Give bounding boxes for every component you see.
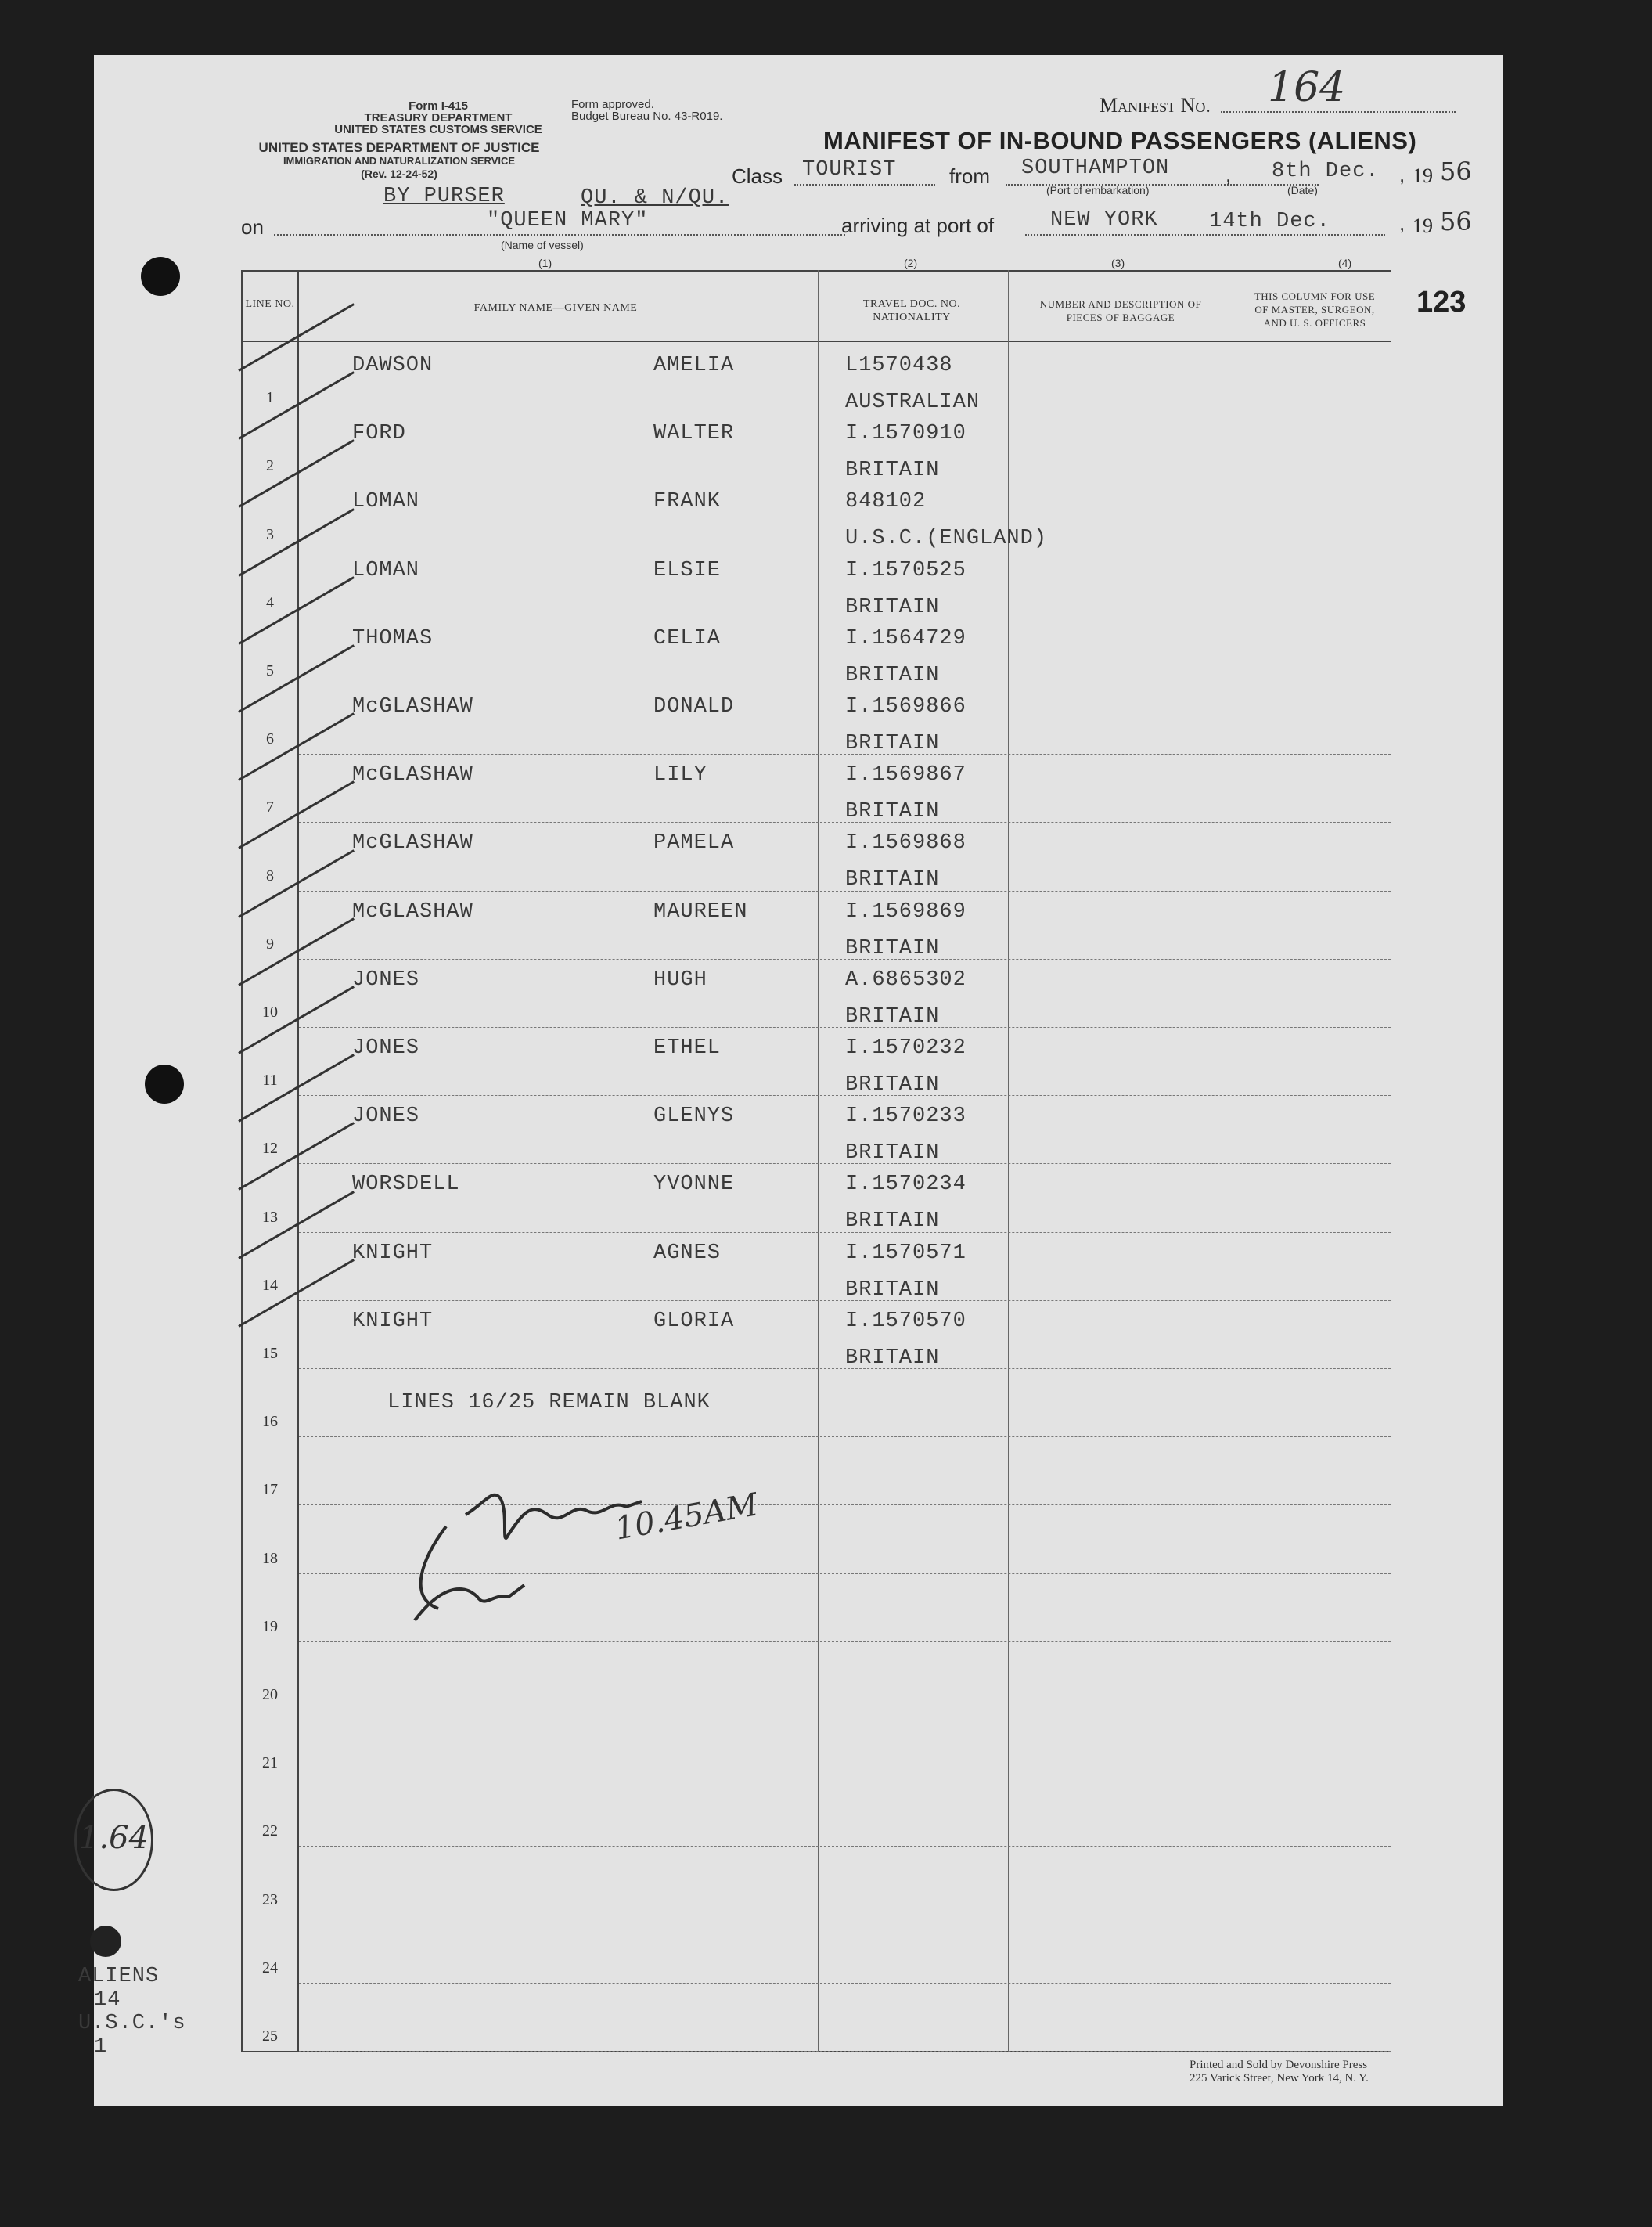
purser-signature xyxy=(391,1440,720,1644)
travel-doc-no: A.6865302 xyxy=(845,968,966,992)
given-name: DONALD xyxy=(653,695,735,719)
family-name: McGLASHAW xyxy=(352,899,473,924)
row-divider xyxy=(299,1436,1391,1437)
justice-line-3: (Rev. 12-24-52) xyxy=(361,168,437,180)
family-name: THOMAS xyxy=(352,626,434,650)
travel-doc-no: I.1569866 xyxy=(845,695,966,719)
line-number: 6 xyxy=(266,730,274,748)
departure-year-prefix: 19 xyxy=(1413,164,1433,187)
vessel-caption: (Name of vessel) xyxy=(501,239,584,251)
travel-doc-no: I.1570571 xyxy=(845,1241,966,1265)
line-code: QU. & N/QU. xyxy=(581,186,729,210)
line-number: 18 xyxy=(262,1549,278,1567)
family-name: LOMAN xyxy=(352,558,420,582)
line-number: 21 xyxy=(262,1754,278,1772)
nationality: BRITAIN xyxy=(845,1346,940,1370)
line-number: 5 xyxy=(266,662,274,679)
line-number: 24 xyxy=(262,1959,278,1977)
form-id: Form I-415 xyxy=(409,99,468,113)
nationality: BRITAIN xyxy=(845,1073,940,1097)
family-name: McGLASHAW xyxy=(352,763,473,787)
travel-doc-no: L1570438 xyxy=(845,354,953,377)
comma-2: , xyxy=(1399,163,1405,186)
line-number: 3 xyxy=(266,525,274,543)
line-number: 8 xyxy=(266,867,274,885)
given-name: YVONNE xyxy=(653,1173,735,1197)
line-number: 9 xyxy=(266,935,274,953)
family-name: KNIGHT xyxy=(352,1309,434,1333)
given-name: CELIA xyxy=(653,626,722,650)
family-name: FORD xyxy=(352,422,406,446)
travel-doc-no: I.1570570 xyxy=(845,1309,966,1333)
nationality: BRITAIN xyxy=(845,1004,940,1029)
nationality: U.S.C.(ENGLAND) xyxy=(845,527,1048,551)
nationality: BRITAIN xyxy=(845,595,940,619)
header-officers-3: AND U. S. OFFICERS xyxy=(1263,317,1366,329)
nationality: BRITAIN xyxy=(845,732,940,755)
header-baggage-1: NUMBER AND DESCRIPTION OF xyxy=(1039,298,1202,310)
approval-line-1: Form approved. xyxy=(571,98,654,111)
manifest-number: 164 xyxy=(1268,64,1346,111)
arriving-label: arriving at port of xyxy=(841,214,995,237)
on-label: on xyxy=(241,215,264,239)
punch-hole-top xyxy=(141,257,180,296)
manifest-page xyxy=(78,55,1503,2106)
given-name: PAMELA xyxy=(653,831,735,856)
header-travel-doc-2: NATIONALITY xyxy=(873,312,951,323)
row-divider xyxy=(299,1846,1391,1847)
departure-year: 56 xyxy=(1440,157,1472,186)
agency-line-1: TREASURY DEPARTMENT xyxy=(364,111,513,124)
family-name: WORSDELL xyxy=(352,1173,460,1197)
nationality: BRITAIN xyxy=(845,1209,940,1234)
given-name: LILY xyxy=(653,763,707,787)
summary-aliens-count: 14 xyxy=(94,1988,121,2012)
punch-hole-bottom xyxy=(145,1065,184,1104)
line-number: 20 xyxy=(262,1686,278,1703)
nationality: BRITAIN xyxy=(845,800,940,824)
line-number: 10 xyxy=(262,1004,278,1021)
line-number: 16 xyxy=(262,1413,278,1431)
summary-dot-icon xyxy=(90,1926,121,1957)
port-embarkation-caption: (Port of embarkation) xyxy=(1046,184,1150,196)
given-name: HUGH xyxy=(653,968,707,992)
family-name: KNIGHT xyxy=(352,1241,434,1265)
header-officers-1: THIS COLUMN FOR USE xyxy=(1254,290,1376,302)
family-name: McGLASHAW xyxy=(352,695,473,719)
given-name: AMELIA xyxy=(653,354,735,377)
arrival-year: 56 xyxy=(1440,207,1472,236)
family-name: JONES xyxy=(352,1104,420,1129)
port-of-embarkation: SOUTHAMPTON xyxy=(1021,157,1170,180)
line-number: 1 xyxy=(266,389,274,407)
given-name: GLORIA xyxy=(653,1309,735,1333)
summary-usc-count: 1 xyxy=(94,2035,108,2059)
line-number: 7 xyxy=(266,798,274,816)
header-officers-2: OF MASTER, SURGEON, xyxy=(1254,304,1375,315)
column-number-3: (3) xyxy=(1111,257,1125,269)
nationality: BRITAIN xyxy=(845,663,940,687)
class-value: TOURIST xyxy=(802,158,897,182)
line-number: 25 xyxy=(262,2027,278,2045)
family-name: JONES xyxy=(352,1036,420,1060)
column-number-4: (4) xyxy=(1338,257,1352,269)
travel-doc-no: I.1564729 xyxy=(845,626,966,650)
given-name: ELSIE xyxy=(653,558,722,582)
nationality: BRITAIN xyxy=(845,1141,940,1166)
check-mark xyxy=(238,303,355,372)
manifest-no-label: Manifest No. xyxy=(1100,94,1211,117)
line-number: 17 xyxy=(262,1481,278,1499)
justice-line-2: IMMIGRATION AND NATURALIZATION SERVICE xyxy=(283,155,516,167)
travel-doc-no: I.1570233 xyxy=(845,1104,966,1129)
row-divider xyxy=(299,2051,1391,2052)
travel-doc-no: I.1569869 xyxy=(845,899,966,924)
line-number: 19 xyxy=(262,1617,278,1635)
line-number: 4 xyxy=(266,593,274,611)
family-name: JONES xyxy=(352,968,420,992)
travel-doc-no: I.1569867 xyxy=(845,763,966,787)
given-name: MAUREEN xyxy=(653,899,748,924)
row-divider xyxy=(299,1983,1391,1984)
header-travel-doc-1: TRAVEL DOC. NO. xyxy=(862,298,961,310)
family-name: LOMAN xyxy=(352,490,420,514)
line-number: 11 xyxy=(262,1072,278,1090)
nationality: BRITAIN xyxy=(845,868,940,892)
header-baggage-2: PIECES OF BAGGAGE xyxy=(1066,312,1175,323)
travel-doc-no: I.1569868 xyxy=(845,831,966,856)
given-name: AGNES xyxy=(653,1241,722,1265)
arrival-port: NEW YORK xyxy=(1050,208,1158,232)
departure-date: 8th Dec. xyxy=(1272,160,1380,183)
arrival-year-prefix: 19 xyxy=(1413,214,1433,237)
given-name: ETHEL xyxy=(653,1036,722,1060)
sheet-number: 123 xyxy=(1416,286,1467,319)
printer-line-2: 225 Varick Street, New York 14, N. Y. xyxy=(1190,2072,1369,2085)
nationality: BRITAIN xyxy=(845,459,940,483)
justice-line-1: UNITED STATES DEPARTMENT OF JUSTICE xyxy=(258,140,540,155)
given-name: FRANK xyxy=(653,490,722,514)
given-name: WALTER xyxy=(653,422,735,446)
nationality: BRITAIN xyxy=(845,936,940,960)
class-label: Class xyxy=(732,164,783,188)
column-number-1: (1) xyxy=(538,257,552,269)
line-number: 15 xyxy=(262,1345,278,1362)
vessel-name: "QUEEN MARY" xyxy=(487,209,649,232)
nationality: BRITAIN xyxy=(845,1277,940,1302)
submitted-by: BY PURSER xyxy=(383,185,505,208)
header-line-no: LINE NO. xyxy=(245,298,295,310)
travel-doc-no: I.1570910 xyxy=(845,422,966,446)
summary-usc-label: U.S.C.'s xyxy=(78,2012,186,2035)
printer-line-1: Printed and Sold by Devonshire Press xyxy=(1190,2059,1368,2071)
page-title: MANIFEST OF IN-BOUND PASSENGERS (ALIENS) xyxy=(823,127,1417,154)
line-number: 23 xyxy=(262,1890,278,1908)
line-number: 2 xyxy=(266,457,274,475)
travel-doc-no: 848102 xyxy=(845,490,927,514)
line-number: 12 xyxy=(262,1140,278,1158)
from-label: from xyxy=(949,164,990,188)
travel-doc-no: I.1570525 xyxy=(845,558,966,582)
line-number: 22 xyxy=(262,1822,278,1840)
header-name: FAMILY NAME—GIVEN NAME xyxy=(473,302,638,314)
given-name: GLENYS xyxy=(653,1104,735,1129)
date-caption: (Date) xyxy=(1287,184,1318,196)
blank-lines-note: LINES 16/25 REMAIN BLANK xyxy=(387,1391,711,1414)
family-name: DAWSON xyxy=(352,354,434,377)
signature-time: 10.45AM xyxy=(612,1486,761,1548)
arrival-date: 14th Dec. xyxy=(1209,210,1330,233)
comma-3: , xyxy=(1399,211,1405,235)
line-number: 13 xyxy=(262,1208,278,1226)
circled-number: 1.64 xyxy=(74,1789,153,1891)
comma: , xyxy=(1226,163,1232,186)
agency-line-2: UNITED STATES CUSTOMS SERVICE xyxy=(334,123,542,136)
summary-aliens-label: ALIENS xyxy=(78,1965,160,1988)
nationality: AUSTRALIAN xyxy=(845,391,981,414)
family-name: McGLASHAW xyxy=(352,831,473,856)
line-number: 14 xyxy=(262,1276,278,1294)
travel-doc-no: I.1570232 xyxy=(845,1036,966,1060)
column-number-2: (2) xyxy=(904,257,918,269)
approval-line-2: Budget Bureau No. 43-R019. xyxy=(571,110,723,123)
travel-doc-no: I.1570234 xyxy=(845,1173,966,1197)
